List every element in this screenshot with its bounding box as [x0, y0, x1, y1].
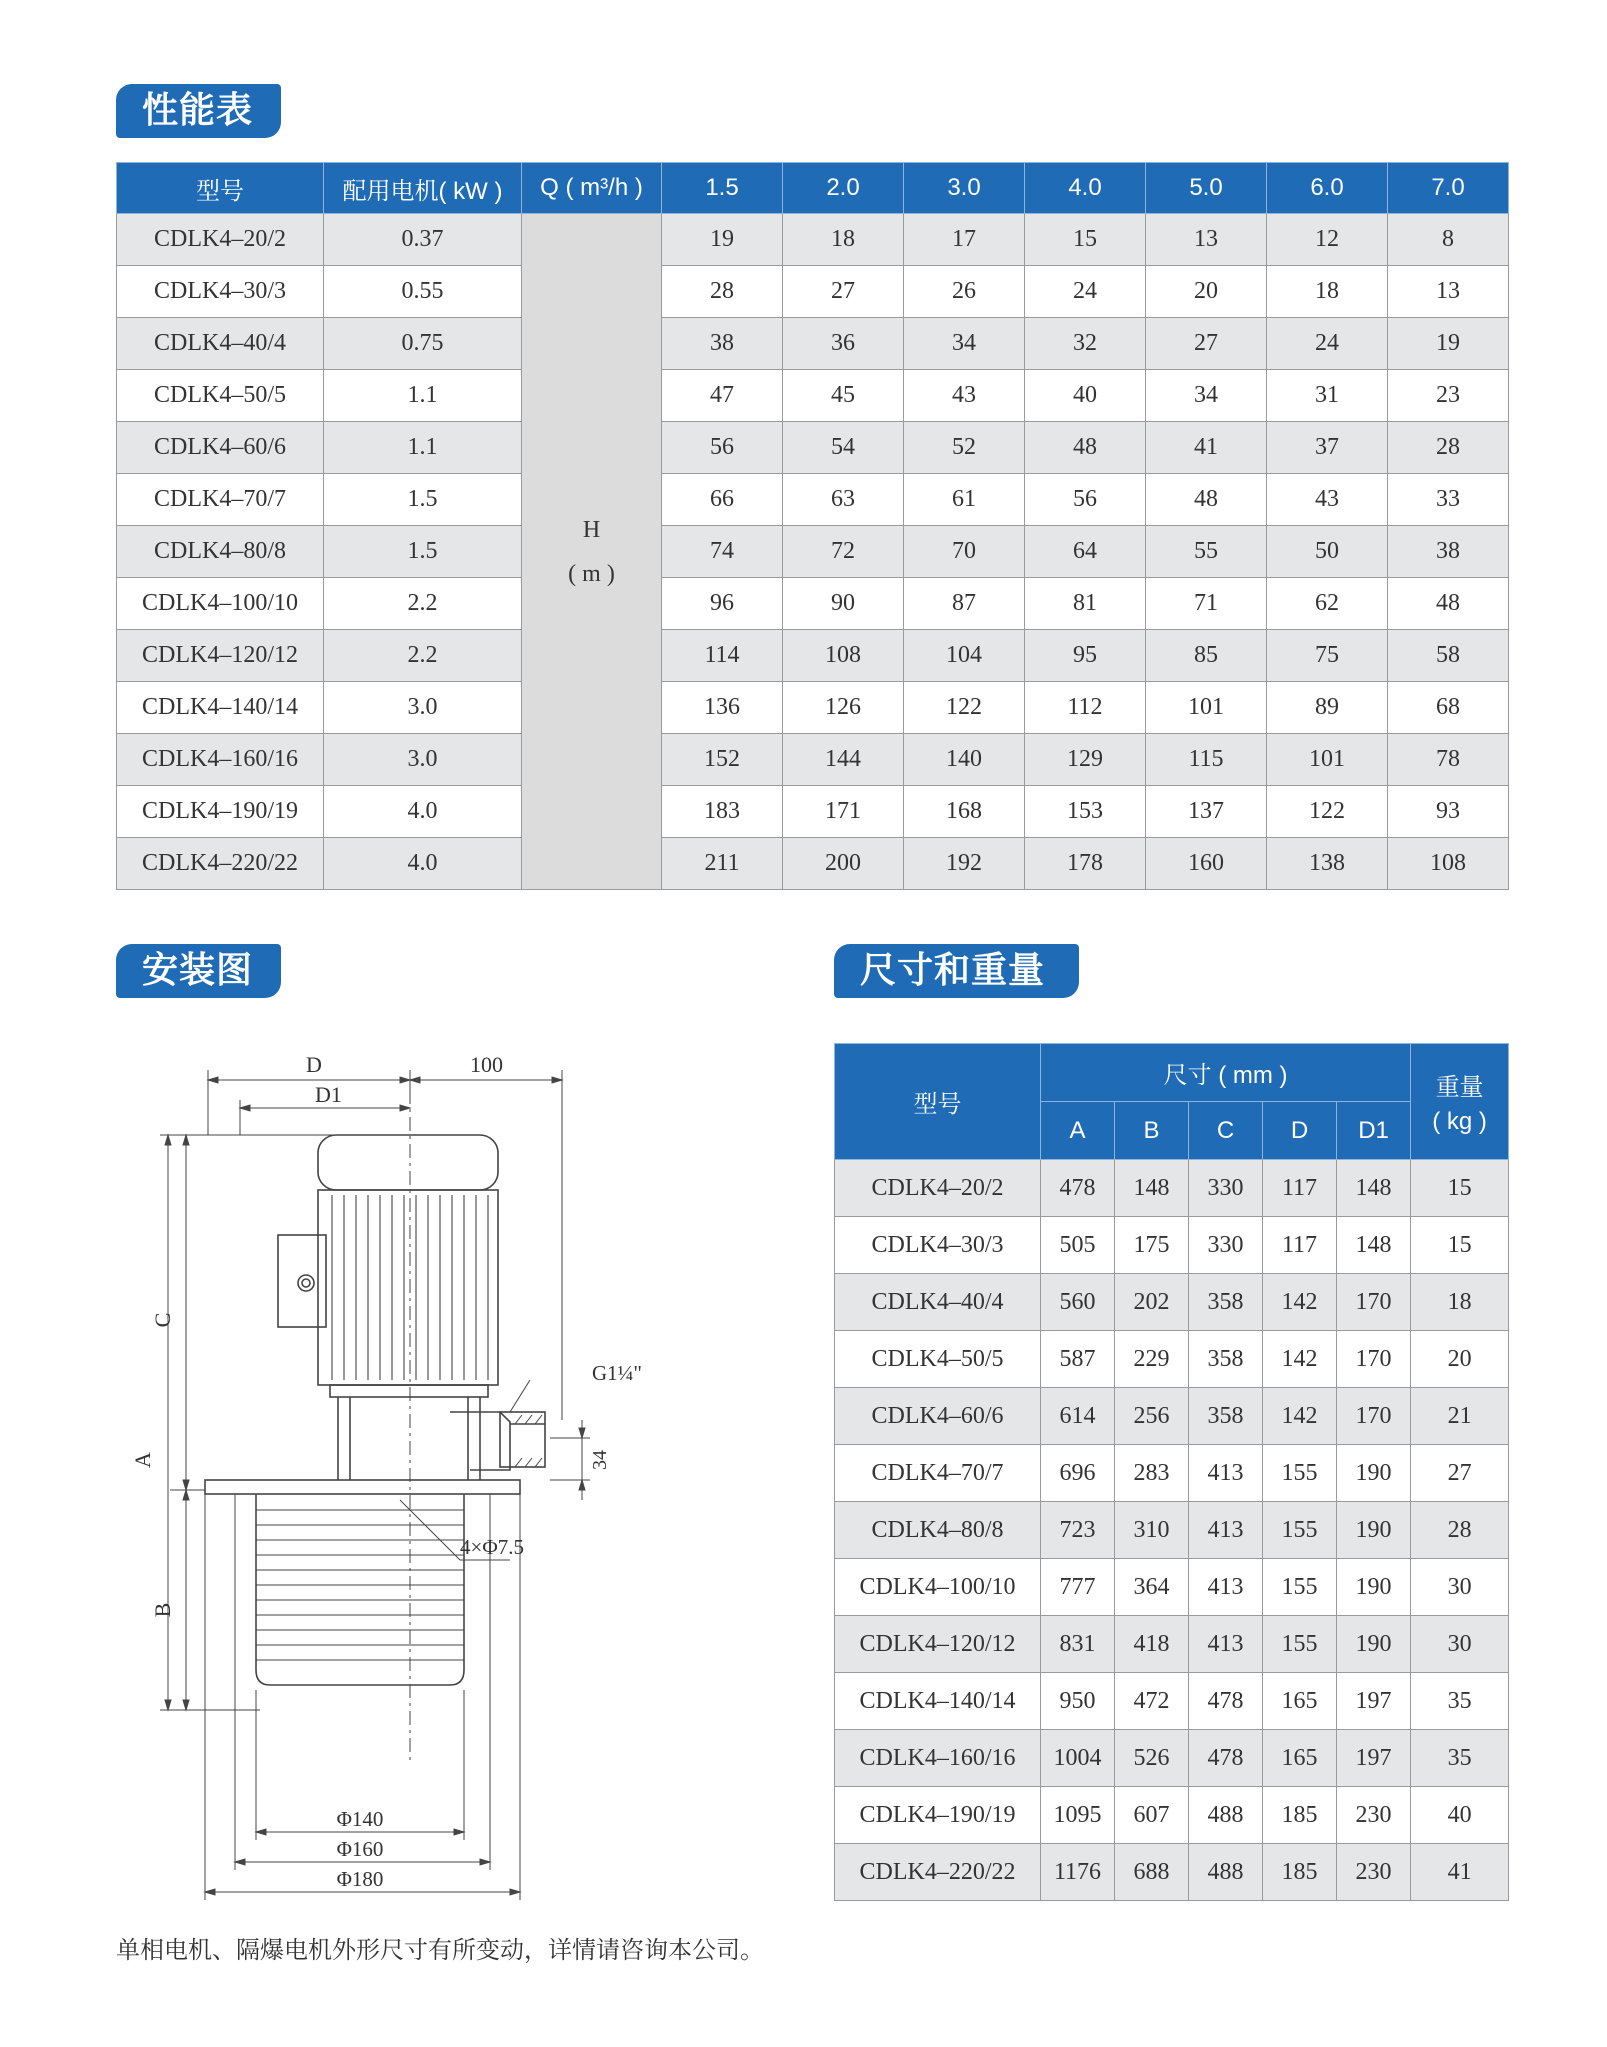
dimension-cell: 614 [1041, 1388, 1115, 1445]
table-row [835, 1388, 1509, 1445]
table-row [835, 1502, 1509, 1559]
head-value-cell: 61 [904, 474, 1025, 526]
dimension-cell: 170 [1337, 1274, 1411, 1331]
head-value-cell: 41 [1146, 422, 1267, 474]
dimension-cell: 472 [1115, 1673, 1189, 1730]
motor-kw-cell: 0.37 [324, 214, 522, 266]
motor-kw-cell: 1.1 [324, 370, 522, 422]
head-value-cell: 47 [662, 370, 783, 422]
mounting-plate [205, 1480, 520, 1494]
table-row [835, 1274, 1509, 1331]
head-value-cell: 153 [1025, 786, 1146, 838]
weight-cell: 21 [1411, 1388, 1509, 1445]
dim-label-d1: D1 [315, 1082, 342, 1107]
dimension-cell: 413 [1189, 1502, 1263, 1559]
header-flow-value: 4.0 [1025, 163, 1146, 214]
head-value-cell: 115 [1146, 734, 1267, 786]
head-value-cell: 50 [1267, 526, 1388, 578]
head-value-cell: 12 [1267, 214, 1388, 266]
head-value-cell: 137 [1146, 786, 1267, 838]
head-value-cell: 89 [1267, 682, 1388, 734]
dimension-cell: 696 [1041, 1445, 1115, 1502]
weight-cell: 28 [1411, 1502, 1509, 1559]
dimension-cell: 148 [1337, 1160, 1411, 1217]
head-unit: ( m ) [568, 560, 615, 587]
installation-drawing [130, 1040, 690, 1920]
pump-body [256, 1494, 464, 1685]
head-value-cell: 15 [1025, 214, 1146, 266]
dimension-cell: 185 [1263, 1844, 1337, 1901]
dimension-cell: 950 [1041, 1673, 1115, 1730]
head-value-cell: 20 [1146, 266, 1267, 318]
head-value-cell: 48 [1025, 422, 1146, 474]
head-value-cell: 56 [662, 422, 783, 474]
motor-kw-cell: 1.1 [324, 422, 522, 474]
head-value-cell: 27 [783, 266, 904, 318]
table-row [117, 422, 1509, 474]
model-cell: CDLK4–70/7 [835, 1445, 1041, 1502]
dimension-cell: 165 [1263, 1673, 1337, 1730]
head-value-cell: 101 [1146, 682, 1267, 734]
head-value-cell: 19 [662, 214, 783, 266]
head-value-cell: 95 [1025, 630, 1146, 682]
head-value-cell: 108 [1388, 838, 1509, 890]
table-row [117, 370, 1509, 422]
dimension-cell: 688 [1115, 1844, 1189, 1901]
header-motor-kw: 配用电机( kW ) [324, 163, 522, 214]
dim-label-100: 100 [470, 1052, 503, 1077]
head-value-cell: 32 [1025, 318, 1146, 370]
dimension-cell: 418 [1115, 1616, 1189, 1673]
model-cell: CDLK4–30/3 [117, 266, 324, 318]
dimension-cell: 155 [1263, 1559, 1337, 1616]
head-label: H [582, 516, 601, 543]
head-value-cell: 24 [1267, 318, 1388, 370]
head-value-cell: 160 [1146, 838, 1267, 890]
table-row [117, 526, 1509, 578]
header-weight-unit: ( kg ) [1432, 1108, 1487, 1135]
model-cell: CDLK4–80/8 [117, 526, 324, 578]
table-row [117, 734, 1509, 786]
model-cell: CDLK4–20/2 [835, 1160, 1041, 1217]
dimension-cell: 170 [1337, 1388, 1411, 1445]
motor-kw-cell: 1.5 [324, 474, 522, 526]
table-row [835, 1559, 1509, 1616]
table-row [835, 1844, 1509, 1901]
head-value-cell: 8 [1388, 214, 1509, 266]
dimension-cell: 148 [1337, 1217, 1411, 1274]
head-value-cell: 136 [662, 682, 783, 734]
dimension-cell: 587 [1041, 1331, 1115, 1388]
motor-kw-cell: 2.2 [324, 630, 522, 682]
table-row [117, 630, 1509, 682]
weight-cell: 20 [1411, 1331, 1509, 1388]
header-model: 型号 [835, 1044, 1041, 1160]
head-value-cell: 114 [662, 630, 783, 682]
head-value-cell: 211 [662, 838, 783, 890]
model-cell: CDLK4–70/7 [117, 474, 324, 526]
head-value-cell: 40 [1025, 370, 1146, 422]
header-dim-a: A [1041, 1102, 1115, 1160]
table-row [117, 682, 1509, 734]
head-value-cell: 38 [662, 318, 783, 370]
dimension-cell: 117 [1263, 1160, 1337, 1217]
dimension-cell: 229 [1115, 1331, 1189, 1388]
head-value-cell: 28 [1388, 422, 1509, 474]
dimension-cell: 330 [1189, 1160, 1263, 1217]
header-model: 型号 [117, 163, 324, 214]
head-value-cell: 192 [904, 838, 1025, 890]
motor-kw-cell: 0.55 [324, 266, 522, 318]
motor-top [318, 1135, 498, 1190]
table-row [117, 838, 1509, 890]
dimension-cell: 197 [1337, 1730, 1411, 1787]
head-value-cell: 28 [662, 266, 783, 318]
head-value-cell: 178 [1025, 838, 1146, 890]
head-value-cell: 200 [783, 838, 904, 890]
section-title-dimensions: 尺寸和重量 [834, 944, 1079, 998]
motor-kw-cell: 4.0 [324, 786, 522, 838]
head-value-cell: 19 [1388, 318, 1509, 370]
head-value-cell: 78 [1388, 734, 1509, 786]
model-cell: CDLK4–140/14 [117, 682, 324, 734]
weight-cell: 35 [1411, 1730, 1509, 1787]
head-value-cell: 18 [1267, 266, 1388, 318]
head-value-cell: 183 [662, 786, 783, 838]
performance-table [116, 162, 1509, 890]
head-value-cell: 55 [1146, 526, 1267, 578]
head-value-cell: 70 [904, 526, 1025, 578]
head-value-cell: 68 [1388, 682, 1509, 734]
head-value-cell: 93 [1388, 786, 1509, 838]
head-value-cell: 37 [1267, 422, 1388, 474]
dim-label-d: D [306, 1052, 322, 1077]
dimension-cell: 190 [1337, 1445, 1411, 1502]
head-value-cell: 26 [904, 266, 1025, 318]
head-value-cell: 72 [783, 526, 904, 578]
table-row [117, 318, 1509, 370]
head-value-cell: 75 [1267, 630, 1388, 682]
dimension-cell: 190 [1337, 1616, 1411, 1673]
motor-kw-cell: 0.75 [324, 318, 522, 370]
header-weight [1411, 1044, 1509, 1160]
dimension-cell: 283 [1115, 1445, 1189, 1502]
dimension-cell: 488 [1189, 1787, 1263, 1844]
head-value-cell: 129 [1025, 734, 1146, 786]
dimension-cell: 607 [1115, 1787, 1189, 1844]
dimension-cell: 185 [1263, 1787, 1337, 1844]
dimension-cell: 358 [1189, 1331, 1263, 1388]
weight-cell: 35 [1411, 1673, 1509, 1730]
performance-header-row [117, 163, 1509, 214]
weight-cell: 15 [1411, 1217, 1509, 1274]
head-unit-cell [522, 214, 662, 890]
head-value-cell: 52 [904, 422, 1025, 474]
head-value-cell: 27 [1146, 318, 1267, 370]
head-value-cell: 45 [783, 370, 904, 422]
dimension-cell: 1176 [1041, 1844, 1115, 1901]
dimension-cell: 310 [1115, 1502, 1189, 1559]
model-cell: CDLK4–120/12 [835, 1616, 1041, 1673]
dimension-cell: 155 [1263, 1445, 1337, 1502]
head-value-cell: 108 [783, 630, 904, 682]
dim-label-34: 34 [589, 1450, 611, 1470]
head-value-cell: 33 [1388, 474, 1509, 526]
dimension-cell: 358 [1189, 1388, 1263, 1445]
footnote: 单相电机、隔爆电机外形尺寸有所变动，详情请咨询本公司。 [116, 1936, 764, 1964]
dimension-cell: 142 [1263, 1388, 1337, 1445]
model-cell: CDLK4–50/5 [117, 370, 324, 422]
table-row [835, 1730, 1509, 1787]
head-value-cell: 144 [783, 734, 904, 786]
head-value-cell: 138 [1267, 838, 1388, 890]
dimension-cell: 478 [1189, 1730, 1263, 1787]
header-dim-c: C [1189, 1102, 1263, 1160]
head-value-cell: 43 [904, 370, 1025, 422]
table-row [117, 786, 1509, 838]
dimension-cell: 358 [1189, 1274, 1263, 1331]
head-value-cell: 62 [1267, 578, 1388, 630]
model-cell: CDLK4–40/4 [117, 318, 324, 370]
table-row [835, 1217, 1509, 1274]
header-size: 尺寸 ( mm ) [1041, 1044, 1411, 1102]
head-value-cell: 104 [904, 630, 1025, 682]
dimension-cell: 364 [1115, 1559, 1189, 1616]
motor-kw-cell: 1.5 [324, 526, 522, 578]
head-value-cell: 34 [904, 318, 1025, 370]
head-value-cell: 13 [1146, 214, 1267, 266]
header-dim-d: D [1263, 1102, 1337, 1160]
dimension-cell: 117 [1263, 1217, 1337, 1274]
dimension-cell: 777 [1041, 1559, 1115, 1616]
dim-label-phi180: Φ180 [336, 1867, 384, 1891]
dimension-cell: 831 [1041, 1616, 1115, 1673]
header-flow-q: Q ( m³/h ) [522, 163, 662, 214]
head-value-cell: 171 [783, 786, 904, 838]
head-value-cell: 38 [1388, 526, 1509, 578]
model-cell: CDLK4–190/19 [117, 786, 324, 838]
head-value-cell: 112 [1025, 682, 1146, 734]
head-value-cell: 87 [904, 578, 1025, 630]
head-value-cell: 90 [783, 578, 904, 630]
dimension-cell: 190 [1337, 1502, 1411, 1559]
model-cell: CDLK4–100/10 [117, 578, 324, 630]
motor-kw-cell: 4.0 [324, 838, 522, 890]
dimension-cell: 155 [1263, 1616, 1337, 1673]
dimension-header-row [835, 1044, 1509, 1102]
weight-cell: 18 [1411, 1274, 1509, 1331]
table-row [117, 578, 1509, 630]
head-value-cell: 56 [1025, 474, 1146, 526]
dimension-cell: 142 [1263, 1331, 1337, 1388]
head-value-cell: 71 [1146, 578, 1267, 630]
motor-kw-cell: 3.0 [324, 682, 522, 734]
dimension-cell: 413 [1189, 1616, 1263, 1673]
dim-label-b: B [150, 1602, 175, 1618]
motor-base [330, 1385, 488, 1397]
table-row [117, 214, 1509, 266]
dimension-cell: 723 [1041, 1502, 1115, 1559]
header-flow-value: 2.0 [783, 163, 904, 214]
dimension-cell: 560 [1041, 1274, 1115, 1331]
dimension-cell: 175 [1115, 1217, 1189, 1274]
head-value-cell: 34 [1146, 370, 1267, 422]
weight-cell: 40 [1411, 1787, 1509, 1844]
dimension-cell: 190 [1337, 1559, 1411, 1616]
dim-label-phi140: Φ140 [336, 1807, 384, 1831]
dim-label-a: A [130, 1452, 155, 1468]
head-value-cell: 122 [1267, 786, 1388, 838]
dimension-cell: 165 [1263, 1730, 1337, 1787]
dimension-cell: 170 [1337, 1331, 1411, 1388]
head-value-cell: 17 [904, 214, 1025, 266]
dimension-cell: 148 [1115, 1160, 1189, 1217]
head-value-cell: 48 [1146, 474, 1267, 526]
model-cell: CDLK4–220/22 [117, 838, 324, 890]
head-value-cell: 24 [1025, 266, 1146, 318]
head-value-cell: 74 [662, 526, 783, 578]
model-cell: CDLK4–220/22 [835, 1844, 1041, 1901]
dim-label-phi160: Φ160 [336, 1837, 384, 1861]
model-cell: CDLK4–60/6 [117, 422, 324, 474]
head-value-cell: 152 [662, 734, 783, 786]
motor-body [318, 1190, 498, 1385]
head-value-cell: 58 [1388, 630, 1509, 682]
dimension-cell: 478 [1189, 1673, 1263, 1730]
model-cell: CDLK4–120/12 [117, 630, 324, 682]
model-cell: CDLK4–160/16 [117, 734, 324, 786]
motor-kw-cell: 3.0 [324, 734, 522, 786]
table-row [835, 1787, 1509, 1844]
table-row [117, 474, 1509, 526]
model-cell: CDLK4–160/16 [835, 1730, 1041, 1787]
weight-cell: 15 [1411, 1160, 1509, 1217]
header-weight-label: 重量 [1435, 1074, 1484, 1101]
head-value-cell: 140 [904, 734, 1025, 786]
table-row [835, 1160, 1509, 1217]
weight-cell: 30 [1411, 1559, 1509, 1616]
dim-label-c: C [150, 1312, 175, 1328]
dimension-cell: 330 [1189, 1217, 1263, 1274]
header-flow-value: 1.5 [662, 163, 783, 214]
model-cell: CDLK4–50/5 [835, 1331, 1041, 1388]
table-row [835, 1331, 1509, 1388]
model-cell: CDLK4–40/4 [835, 1274, 1041, 1331]
table-row [117, 266, 1509, 318]
header-dim-b: B [1115, 1102, 1189, 1160]
dimension-cell: 478 [1041, 1160, 1115, 1217]
head-value-cell: 168 [904, 786, 1025, 838]
header-flow-value: 6.0 [1267, 163, 1388, 214]
header-flow-value: 3.0 [904, 163, 1025, 214]
dimension-cell: 256 [1115, 1388, 1189, 1445]
head-value-cell: 101 [1267, 734, 1388, 786]
model-cell: CDLK4–30/3 [835, 1217, 1041, 1274]
header-dim-d1: D1 [1337, 1102, 1411, 1160]
dimension-cell: 488 [1189, 1844, 1263, 1901]
table-row [835, 1445, 1509, 1502]
dimension-cell: 202 [1115, 1274, 1189, 1331]
thread-hatch [515, 1415, 542, 1467]
head-value-cell: 23 [1388, 370, 1509, 422]
model-cell: CDLK4–20/2 [117, 214, 324, 266]
header-flow-value: 7.0 [1388, 163, 1509, 214]
section-title-installation: 安装图 [116, 944, 281, 998]
dimension-cell: 526 [1115, 1730, 1189, 1787]
thread-label: G1¼" [592, 1361, 642, 1385]
dimension-cell: 230 [1337, 1787, 1411, 1844]
header-flow-value: 5.0 [1146, 163, 1267, 214]
dimension-cell: 142 [1263, 1274, 1337, 1331]
dimension-cell: 1004 [1041, 1730, 1115, 1787]
dimension-weight-table [834, 1043, 1509, 1901]
head-value-cell: 81 [1025, 578, 1146, 630]
head-value-cell: 48 [1388, 578, 1509, 630]
model-cell: CDLK4–190/19 [835, 1787, 1041, 1844]
head-value-cell: 13 [1388, 266, 1509, 318]
head-value-cell: 31 [1267, 370, 1388, 422]
weight-cell: 27 [1411, 1445, 1509, 1502]
dimension-cell: 1095 [1041, 1787, 1115, 1844]
cable-gland-icon [298, 1275, 314, 1291]
head-value-cell: 63 [783, 474, 904, 526]
head-value-cell: 36 [783, 318, 904, 370]
model-cell: CDLK4–80/8 [835, 1502, 1041, 1559]
dimension-cell: 413 [1189, 1559, 1263, 1616]
weight-cell: 41 [1411, 1844, 1509, 1901]
model-cell: CDLK4–100/10 [835, 1559, 1041, 1616]
dimension-cell: 505 [1041, 1217, 1115, 1274]
head-value-cell: 54 [783, 422, 904, 474]
head-value-cell: 122 [904, 682, 1025, 734]
dimension-cell: 413 [1189, 1445, 1263, 1502]
dimension-cell: 230 [1337, 1844, 1411, 1901]
dimension-cell: 155 [1263, 1502, 1337, 1559]
head-value-cell: 66 [662, 474, 783, 526]
holes-label: 4×Φ7.5 [460, 1535, 524, 1559]
head-value-cell: 18 [783, 214, 904, 266]
model-cell: CDLK4–60/6 [835, 1388, 1041, 1445]
section-title-performance: 性能表 [116, 84, 281, 138]
motor-kw-cell: 2.2 [324, 578, 522, 630]
head-value-cell: 43 [1267, 474, 1388, 526]
head-value-cell: 64 [1025, 526, 1146, 578]
model-cell: CDLK4–140/14 [835, 1673, 1041, 1730]
table-row [835, 1673, 1509, 1730]
head-value-cell: 96 [662, 578, 783, 630]
table-row [835, 1616, 1509, 1673]
head-value-cell: 85 [1146, 630, 1267, 682]
head-value-cell: 126 [783, 682, 904, 734]
weight-cell: 30 [1411, 1616, 1509, 1673]
dimension-cell: 197 [1337, 1673, 1411, 1730]
